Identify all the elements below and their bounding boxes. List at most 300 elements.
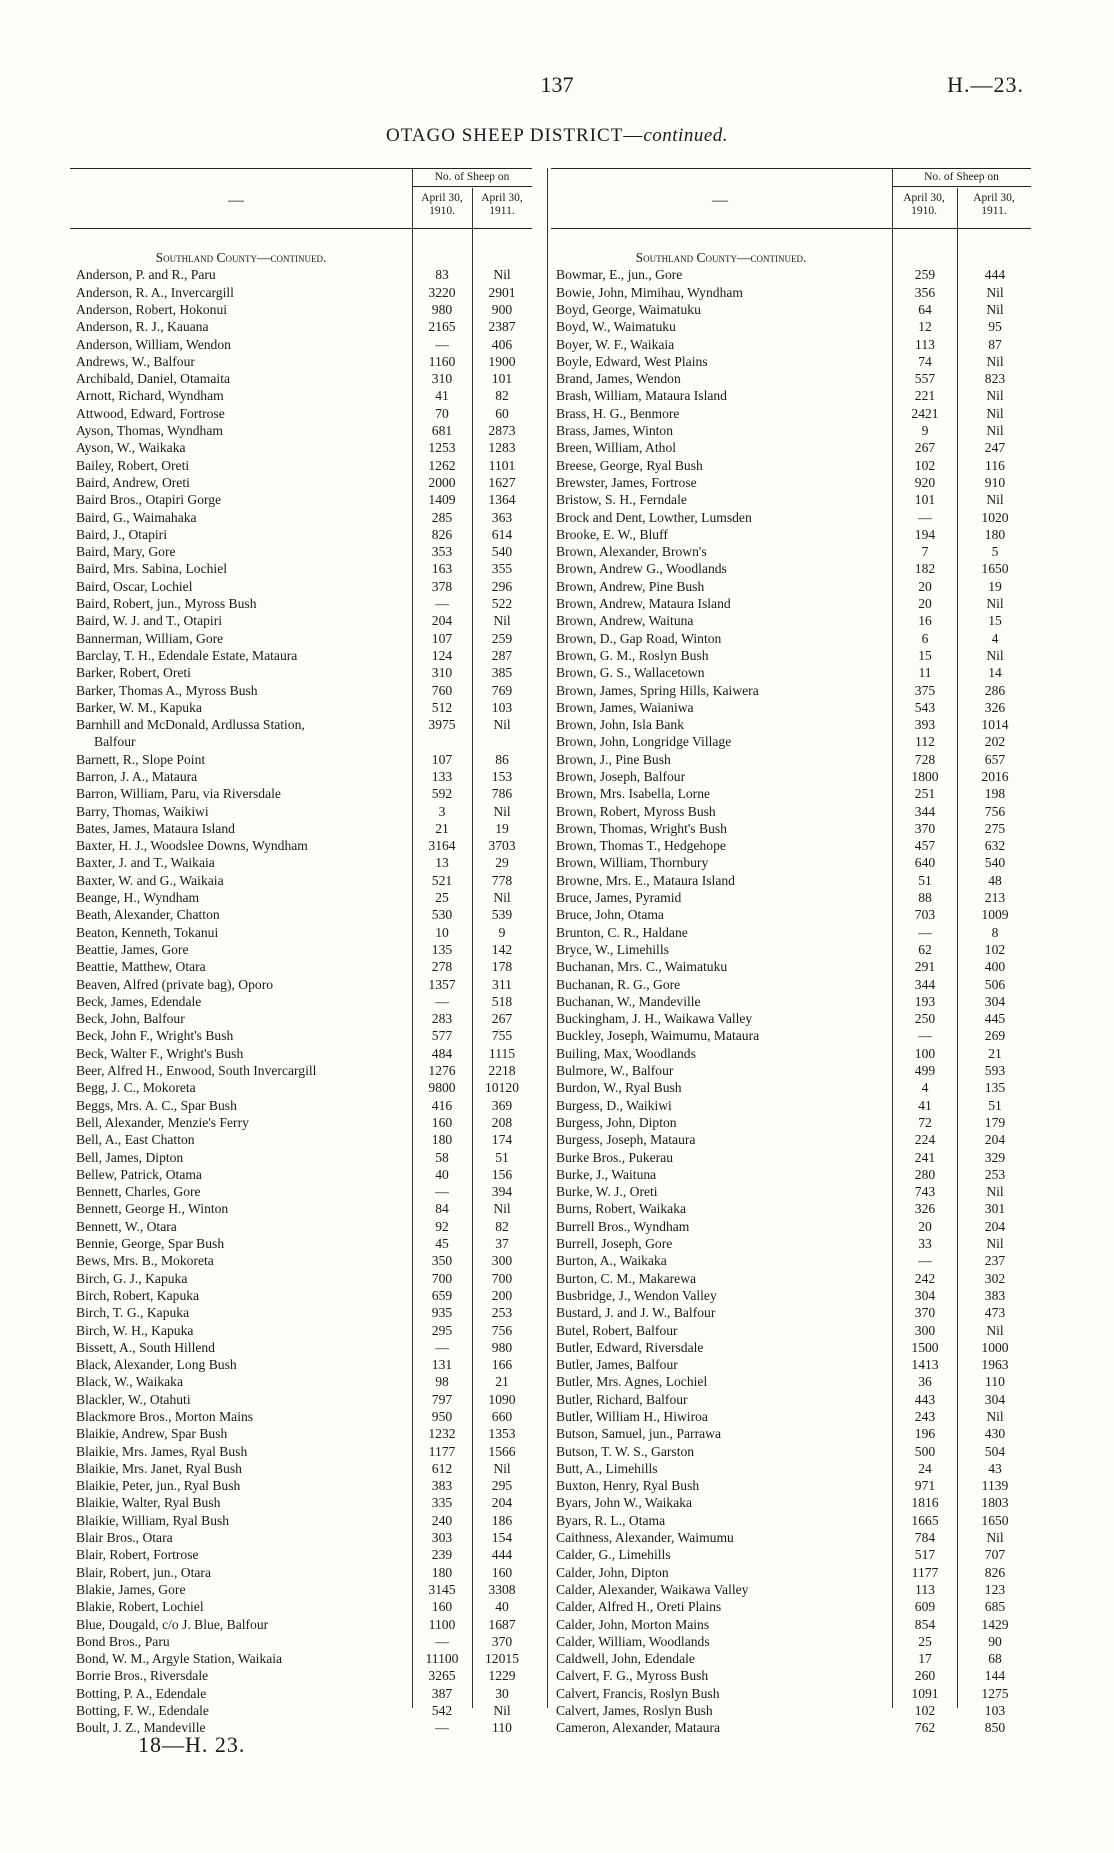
owner-name: Breese, George, Ryal Bush: [556, 457, 703, 473]
sheep-1910: 113: [915, 336, 935, 352]
sheep-1910: 280: [914, 1166, 936, 1182]
table-row: [556, 1235, 1031, 1252]
right-header-bottom-rule: [551, 228, 1031, 229]
sheep-1910: 303: [431, 1530, 453, 1546]
table-row: [556, 1097, 1031, 1114]
sheep-1911: 37: [495, 1236, 509, 1252]
table-row: [556, 1287, 1031, 1304]
sheep-1910: 1665: [911, 1512, 939, 1528]
sheep-1911: 400: [984, 959, 1006, 975]
sheep-1911: 202: [984, 734, 1006, 750]
sheep-1911: 123: [984, 1581, 1006, 1597]
owner-name: Anderson, Robert, Hokonui: [76, 301, 228, 317]
owner-name: Calder, Alexander, Waikawa Valley: [556, 1581, 749, 1597]
owner-name: Botting, P. A., Edendale: [76, 1685, 207, 1701]
owner-name: Ayson, W., Waikaka: [76, 440, 186, 456]
right-header-top-rule: [551, 168, 1031, 169]
owner-name: Buckley, Joseph, Waimumu, Mataura: [556, 1028, 760, 1044]
table-row: [76, 768, 532, 785]
owner-name: Bannerman, William, Gore: [76, 630, 224, 646]
sheep-1910: 102: [914, 457, 936, 473]
table-row: [76, 733, 532, 750]
sheep-1911: 756: [984, 803, 1006, 819]
sheep-1911: 473: [984, 1305, 1006, 1321]
sheep-1910: 124: [431, 647, 453, 663]
table-row: [76, 1252, 532, 1269]
sheep-1910: 221: [914, 388, 936, 404]
table-row: [76, 1339, 532, 1356]
owner-name: Calder, John, Morton Mains: [556, 1616, 710, 1632]
sheep-1910: 62: [918, 941, 932, 957]
sheep-1911: 1275: [981, 1685, 1009, 1701]
sheep-1910: 133: [431, 769, 453, 784]
sheep-1911: 329: [984, 1149, 1006, 1165]
sheep-1911: 15: [988, 613, 1002, 629]
owner-name: Brock and Dent, Lowther, Lumsden: [556, 509, 752, 525]
table-row: [76, 1304, 532, 1321]
sheep-1911: 660: [491, 1408, 513, 1424]
table-row: [556, 422, 1031, 439]
sheep-1910: 160: [431, 1599, 453, 1615]
table-row: [556, 854, 1031, 871]
owner-name: Brash, William, Mataura Island: [556, 388, 727, 404]
owner-name: Calvert, Francis, Roslyn Bush: [556, 1685, 720, 1701]
right-header-divider-2: [957, 188, 958, 228]
sheep-1910: 344: [914, 803, 936, 819]
owner-name: Bruce, John, Otama: [556, 907, 664, 923]
table-row: [556, 1650, 1031, 1667]
sheep-1910: 160: [431, 1114, 453, 1130]
sheep-1911: 86: [495, 751, 509, 767]
table-row: [76, 370, 532, 387]
owner-name: Baird, G., Waimahaka: [76, 509, 197, 525]
owner-name: Byars, John W., Waikaka: [556, 1495, 693, 1511]
table-row: [556, 768, 1031, 785]
sheep-1910: 1177: [428, 1443, 456, 1459]
sheep-1911: 82: [495, 1218, 509, 1234]
sheep-1911: Nil: [986, 405, 1004, 421]
sheep-1911: 1090: [488, 1391, 516, 1407]
right-header-sub-rule: [892, 186, 1031, 187]
sheep-1910: 521: [431, 872, 453, 888]
table-row: [76, 1166, 532, 1183]
table-row: [556, 1149, 1031, 1166]
table-row: [556, 1598, 1031, 1615]
owner-name: Beaven, Alfred (private bag), Oporo: [76, 976, 274, 992]
sheep-1911: 213: [984, 890, 1006, 906]
sheep-1910: 70: [435, 405, 449, 421]
table-row: [76, 1373, 532, 1390]
table-row: [76, 405, 532, 422]
owner-name: Bell, Alexander, Menzie's Ferry: [76, 1114, 249, 1130]
left-header-sub-rule: [412, 186, 532, 187]
sheep-1910: 283: [431, 1011, 453, 1027]
sheep-1911: 593: [984, 1063, 1006, 1079]
owner-name: Botting, F. W., Edendale: [76, 1703, 209, 1719]
sheep-1910: 113: [915, 1581, 935, 1597]
owner-name: Butel, Robert, Balfour: [556, 1322, 678, 1338]
sheep-1910: 499: [914, 1063, 936, 1079]
sheep-1910: 1357: [428, 976, 456, 992]
table-row: [556, 612, 1031, 629]
sheep-1910: 194: [914, 526, 936, 542]
owner-name: Buchanan, R. G., Gore: [556, 976, 681, 992]
owner-name: Bissett, A., South Hillend: [76, 1339, 215, 1355]
table-row: [556, 336, 1031, 353]
table-row: [556, 560, 1031, 577]
owner-name: Blue, Dougald, c/o J. Blue, Balfour: [76, 1616, 269, 1632]
table-row: [76, 1045, 532, 1062]
owner-name: Builing, Max, Woodlands: [556, 1045, 696, 1061]
sheep-1911: 30: [495, 1685, 509, 1701]
sheep-1911: 302: [984, 1270, 1006, 1286]
owner-name: Calvert, James, Roslyn Bush: [556, 1703, 713, 1719]
sheep-1911: 1139: [981, 1478, 1009, 1494]
sheep-1910: 21: [435, 820, 449, 836]
sheep-1911: 383: [984, 1287, 1006, 1303]
owner-name: Calder, William, Woodlands: [556, 1633, 710, 1649]
sheep-1910: 11: [918, 665, 932, 681]
sheep-1911: 355: [491, 561, 513, 577]
owner-name: Anderson, P. and R., Paru: [76, 267, 216, 283]
table-row: [556, 1114, 1031, 1131]
sheep-1910: 1160: [428, 353, 456, 369]
sheep-1911: 1229: [488, 1668, 516, 1684]
owner-name: Birch, W. H., Kapuka: [76, 1322, 194, 1338]
sheep-1911: Nil: [986, 388, 1004, 404]
table-row: [556, 318, 1031, 335]
table-row: [76, 1685, 532, 1702]
sheep-1910: 457: [914, 838, 936, 854]
sheep-1911: Nil: [986, 1408, 1004, 1424]
table-row: [556, 1183, 1031, 1200]
owner-name: Buchanan, W., Mandeville: [556, 993, 701, 1009]
table-row: [76, 924, 532, 941]
owner-name: Boyle, Edward, West Plains: [556, 353, 708, 369]
sheep-1911: 707: [984, 1547, 1006, 1563]
owner-name: Blakie, James, Gore: [76, 1581, 186, 1597]
sheep-1910: 530: [431, 907, 453, 923]
sheep-1910: 300: [914, 1322, 936, 1338]
sheep-1911: Nil: [986, 492, 1004, 508]
table-row: [76, 1183, 532, 1200]
left-section-heading: Southland County—continued.: [155, 250, 327, 265]
table-row: [76, 1529, 532, 1546]
sheep-1911: 900: [491, 301, 513, 317]
table-row: [76, 1356, 532, 1373]
page-footer: 18—H. 23.: [138, 1732, 246, 1757]
sheep-1911: 144: [984, 1668, 1006, 1684]
sheep-1910: 24: [918, 1460, 932, 1476]
sheep-1911: 2901: [488, 284, 516, 300]
sheep-1910: 51: [918, 872, 932, 888]
sheep-1910: 1800: [911, 769, 939, 784]
sheep-1911: Nil: [986, 423, 1004, 439]
sheep-1910: —: [435, 1339, 449, 1355]
sheep-1910: 935: [431, 1305, 453, 1321]
sheep-1910: 370: [914, 820, 936, 836]
sheep-1911: 444: [984, 267, 1006, 283]
table-row: [556, 889, 1031, 906]
table-row: [556, 1460, 1031, 1477]
sheep-1911: 301: [984, 1201, 1006, 1217]
left-header-dash: —: [228, 192, 244, 209]
sheep-1910: 180: [431, 1132, 453, 1148]
sheep-1910: 193: [914, 993, 936, 1009]
sheep-1910: 83: [435, 267, 449, 283]
sheep-1910: 41: [918, 1097, 932, 1113]
owner-name: Begg, J. C., Mokoreta: [76, 1080, 196, 1096]
table-row: [556, 976, 1031, 993]
table-row: [76, 1633, 532, 1650]
sheep-1911: 1101: [488, 457, 516, 473]
sheep-1910: 383: [431, 1478, 453, 1494]
sheep-1911: 116: [985, 457, 1005, 473]
right-header-dash: —: [712, 192, 728, 209]
sheep-1911: Nil: [986, 353, 1004, 369]
sheep-1910: 180: [431, 1564, 453, 1580]
owner-name: Bennett, Charles, Gore: [76, 1184, 201, 1200]
sheep-1911: 850: [984, 1720, 1006, 1736]
sheep-1910: 542: [431, 1703, 453, 1719]
table-row: [76, 1494, 532, 1511]
owner-name: Butson, T. W. S., Garston: [556, 1443, 695, 1459]
sheep-1911: 3703: [488, 838, 516, 854]
owner-name: Butson, Samuel, jun., Parrawa: [556, 1426, 721, 1442]
table-row: [76, 422, 532, 439]
sheep-1910: 13: [435, 855, 449, 871]
sheep-1911: 160: [491, 1564, 513, 1580]
table-row: [76, 560, 532, 577]
sheep-1910: —: [918, 924, 932, 940]
sheep-1910: 92: [435, 1218, 449, 1234]
table-row: [556, 1356, 1031, 1373]
table-row: [556, 1546, 1031, 1563]
sheep-1911: 153: [491, 769, 513, 784]
sheep-1911: 101: [491, 371, 513, 387]
owner-name: Blair, Robert, Fortrose: [76, 1547, 199, 1563]
page-number: 137: [540, 72, 574, 97]
owner-name: Baird, Andrew, Oreti: [76, 474, 190, 490]
owner-name: Calder, John, Dipton: [556, 1564, 669, 1580]
left-column: [76, 250, 532, 1737]
sheep-1911: 166: [491, 1357, 513, 1373]
sheep-1910: 577: [431, 1028, 453, 1044]
table-row: [556, 1581, 1031, 1598]
owner-name: Blair, Robert, jun., Otara: [76, 1564, 211, 1580]
sheep-1911: 778: [491, 872, 513, 888]
sheep-1911: 1009: [981, 907, 1009, 923]
sheep-1910: 20: [918, 1218, 932, 1234]
owner-name: Boyd, George, Waimatuku: [556, 301, 701, 317]
sheep-1911: Nil: [493, 613, 511, 629]
owner-name: Archibald, Daniel, Otamaita: [76, 371, 231, 387]
sheep-1911: 326: [984, 699, 1006, 715]
table-row: [556, 491, 1031, 508]
owner-name: Attwood, Edward, Fortrose: [76, 405, 225, 421]
owner-name: Calder, G., Limehills: [556, 1547, 671, 1563]
sheep-1911: 1900: [488, 353, 516, 369]
owner-name: Beck, James, Edendale: [76, 993, 202, 1009]
table-row: [76, 1097, 532, 1114]
owner-name: Brown, William, Thornbury: [556, 855, 709, 871]
sheep-1910: 350: [431, 1253, 453, 1269]
owner-name: Burrell, Joseph, Gore: [556, 1236, 673, 1252]
sheep-1910: 285: [431, 509, 453, 525]
owner-name: Baird, Mrs. Sabina, Lochiel: [76, 561, 228, 577]
sheep-1910: 3220: [428, 284, 456, 300]
table-row: [556, 958, 1031, 975]
owner-name: Caldwell, John, Edendale: [556, 1651, 695, 1667]
table-row: [76, 647, 532, 664]
owner-name: Brewster, James, Fortrose: [556, 474, 697, 490]
sheep-1910: 1232: [428, 1426, 456, 1442]
sheep-1911: 51: [988, 1097, 1002, 1113]
table-row: [556, 439, 1031, 456]
sheep-1911: 8: [991, 924, 999, 940]
sheep-1911: 154: [491, 1530, 513, 1546]
table-row: [76, 1460, 532, 1477]
left-header-col-1910: April 30, 1910.: [421, 192, 463, 217]
sheep-1911: 1353: [488, 1426, 516, 1442]
sheep-1911: 518: [491, 993, 513, 1009]
sheep-1910: —: [918, 509, 932, 525]
sheep-1911: 504: [984, 1443, 1006, 1459]
sheep-1911: 1627: [488, 474, 516, 490]
sheep-1911: 269: [984, 1028, 1006, 1044]
owner-name: Beange, H., Wyndham: [76, 890, 200, 906]
sheep-1911: 755: [491, 1028, 513, 1044]
table-row: [76, 1667, 532, 1684]
table-row: [556, 387, 1031, 404]
sheep-1911: 60: [495, 405, 509, 421]
table-row: [556, 716, 1031, 733]
table-row: [76, 353, 532, 370]
table-row: [556, 699, 1031, 716]
sheep-1910: 659: [431, 1287, 453, 1303]
owner-name: Baird Bros., Otapiri Gorge: [76, 492, 222, 508]
sheep-1910: 500: [914, 1443, 936, 1459]
sheep-1910: —: [435, 596, 449, 612]
table-row: [76, 1010, 532, 1027]
owner-name: Burton, C. M., Makarewa: [556, 1270, 697, 1286]
owner-name: Burton, A., Waikaka: [556, 1253, 667, 1269]
sheep-1910: 267: [914, 440, 936, 456]
sheep-1911: 21: [988, 1045, 1002, 1061]
table-row: [76, 284, 532, 301]
sheep-1910: 3145: [428, 1581, 456, 1597]
sheep-1910: 9: [921, 423, 929, 439]
table-row: [556, 509, 1031, 526]
sheep-1910: 88: [918, 890, 932, 906]
sheep-1910: 370: [914, 1305, 936, 1321]
owner-name: Bulmore, W., Balfour: [556, 1063, 674, 1079]
sheep-1910: 3265: [428, 1668, 456, 1684]
sheep-1911: Nil: [986, 284, 1004, 300]
sheep-1911: 370: [491, 1633, 513, 1649]
owner-name: Birch, T. G., Kapuka: [76, 1305, 190, 1321]
table-row: [76, 854, 532, 871]
table-row: [76, 318, 532, 335]
owner-name: Black, Alexander, Long Bush: [76, 1357, 237, 1373]
owner-name: Barclay, T. H., Edendale Estate, Mataura: [76, 647, 298, 663]
sheep-1911: 287: [491, 647, 513, 663]
table-row: [556, 1719, 1031, 1736]
sheep-1911: 1650: [981, 561, 1009, 577]
table-row: [556, 1131, 1031, 1148]
sheep-1910: 1253: [428, 440, 456, 456]
sheep-1911: 10120: [485, 1080, 519, 1096]
owner-name: Beath, Alexander, Chatton: [76, 907, 220, 923]
table-row: [556, 682, 1031, 699]
sheep-1910: 484: [431, 1045, 453, 1061]
sheep-1910: 854: [914, 1616, 936, 1632]
sheep-1910: 15: [918, 647, 932, 663]
table-row: [76, 889, 532, 906]
sheep-1910: 543: [914, 699, 936, 715]
owner-name: Cameron, Alexander, Mataura: [556, 1720, 721, 1736]
sheep-1911: 363: [491, 509, 513, 525]
table-row: [76, 387, 532, 404]
sheep-1910: 20: [918, 596, 932, 612]
table-row: [556, 543, 1031, 560]
sheep-1911: 90: [988, 1633, 1002, 1649]
sheep-1910: 11100: [425, 1651, 459, 1667]
table-row: [556, 1200, 1031, 1217]
sheep-1911: 267: [491, 1011, 513, 1027]
left-header-bottom-rule: [70, 228, 532, 229]
owner-name: Brown, Andrew, Pine Bush: [556, 578, 705, 594]
left-header-no-of-sheep: No. of Sheep on: [434, 171, 510, 183]
owner-name: Birch, G. J., Kapuka: [76, 1270, 188, 1286]
sheep-1910: 58: [435, 1149, 449, 1165]
table-row: [556, 1529, 1031, 1546]
sheep-1910: 920: [914, 474, 936, 490]
owner-name: Bennett, W., Otara: [76, 1218, 177, 1234]
owner-name: Brown, Thomas T., Hedgehope: [556, 838, 726, 854]
owner-name: Ayson, Thomas, Wyndham: [76, 423, 223, 439]
table-row: [76, 1425, 532, 1442]
sheep-1910: 40: [435, 1166, 449, 1182]
table-row: [76, 1200, 532, 1217]
table-row: [76, 837, 532, 854]
sheep-1911: 385: [491, 665, 513, 681]
owner-name: Burrell Bros., Wyndham: [556, 1218, 690, 1234]
sheep-1910: 743: [914, 1184, 936, 1200]
owner-name: Bowmar, E., jun., Gore: [556, 267, 683, 283]
owner-name: Calder, Alfred H., Oreti Plains: [556, 1599, 722, 1615]
table-row: [76, 526, 532, 543]
sheep-1911: 14: [988, 665, 1002, 681]
sheep-1910: 784: [914, 1530, 936, 1546]
table-row: [76, 301, 532, 318]
right-header-col-1911: April 30, 1911.: [973, 192, 1015, 217]
owner-name: Baird, Robert, jun., Myross Bush: [76, 596, 257, 612]
table-row: [76, 1702, 532, 1719]
sheep-1910: 196: [914, 1426, 936, 1442]
sheep-1910: 1413: [911, 1357, 939, 1373]
owner-name: Barnhill and McDonald, Ardlussa Station,: [76, 717, 305, 733]
sheep-1911: Nil: [986, 1322, 1004, 1338]
table-row: [556, 1079, 1031, 1096]
table-row: [76, 612, 532, 629]
table-row: [556, 785, 1031, 802]
table-row: [556, 820, 1031, 837]
owner-name: Baxter, W. and G., Waikaia: [76, 872, 224, 888]
sheep-1910: 1816: [911, 1495, 939, 1511]
table-row: [556, 1322, 1031, 1339]
table-row: [556, 266, 1031, 283]
